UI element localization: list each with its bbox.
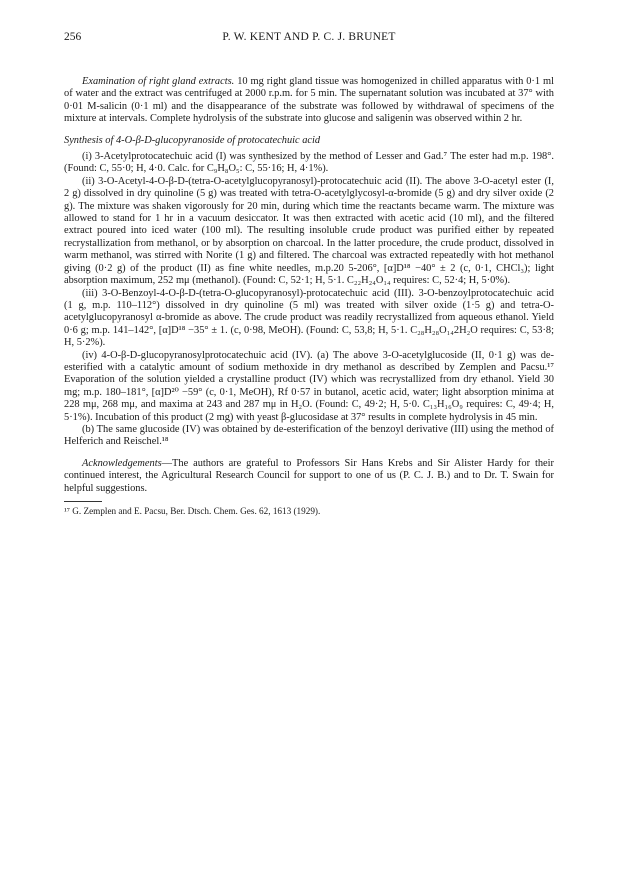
acknowledgements-text: —The authors are grateful to Professors Sir Hans Krebs and Sir Alister Hardy for their continued interest, the Agricultural Research Council for support to one of us (P. C. J. B.) and to Dr. T. Swain for helpful suggestions. [64,457,554,494]
page-header [64,31,554,47]
page-number: 256 [64,31,82,43]
paragraph-i: (i) 3-Acetylprotocatechuic acid (I) was synthesized by the method of Lesser and Gad.⁷ The ester had m.p. 198°. (Found: C, 55·0; H, 4·0. Calc. for C₉H₈O₅: C, 55·16; H, 4·1%). [64,151,554,175]
footnote-rule [64,501,102,502]
right-gland-heading: Examination of right gland extracts. [82,76,235,87]
right-gland-text: 10 mg right gland tissue was homogenized in chilled apparatus with 0·1 ml of water and the extract was centrifuged at 2000 r.p.m. for 5 min. The supernatant solution was incubated at 37° with 0·01 M-salicin (0·1 ml) and the disappearance of the substrate was followed by withdrawal of specimens of the mixture at intervals. Complete hydrolysis of the substrate into glucose and saligenin was observed within 2 hr. [64,76,554,125]
paragraph-iii: (iii) 3-O-Benzoyl-4-O-β-D-(tetra-O-glucopyranosyl)-protocatechuic acid (III). 3-O-benzoylprotocatechuic acid (1 g, m.p. 110–112°) dissolved in dry quinoline (5 ml) was treated with silver oxide (1·5 g) and tetra-O-acetylglucopyranosyl α-bromide as above. The crude product was readily recrystallized from aqueous ethanol. Yield 0·6 g; m.p. 141–142°, [α]D¹⁸ −35° ± 1. (c, 0·98, MeOH). (Found: C, 53,8; H, 5·1. C₂₈H₂₈O₁₄2H₂O requires: C, 53·8; H, 5·2%). [64,287,554,349]
synthesis-section-title: Synthesis of 4-O-β-D-glucopyranoside of protocatechuic acid [64,134,321,146]
paragraph-ii: (ii) 3-O-Acetyl-4-O-β-D-(tetra-O-acetylglucopyranosyl)-protocatechuic acid (II). The above 3-O-acetyl ester (I, 2 g) dissolved in dry quinoline (5 g) was treated with tetra-O-acetylglycosyl-α-bromide (5 g) and dry silver oxide (2 g). The mixture was shaken vigorously for 20 min, during which time the reactants became warm. The mixture was allowed to stand for 1 hr in a vacuum desiccator. It was then extracted with acetic acid (10 ml), and the filtered extract poured into iced water (100 ml). The resulting insoluble crude product was purified either by repeated recrystallization from methanol, or by absorption on charcoal. In the latter procedure, the crude product, dissolved in warm methanol, was stirred with Norite (1 g) and filtered. The charcoal was extracted repeatedly with hot methanol giving (0·2 g) of the product (II) as fine white needles, m.p.20 5-206°, [α]D¹⁸ −40° ± 2 (c, 0·1, CHCl₃); light absorption maximum, 252 mμ (methanol). (Found: C, 52·1; H, 5·1. C₂₂H₂₄O₁₄ requires: C, 52·4; H, 5·0%). [64,175,554,287]
acknowledgements-heading: Acknowledgements [82,457,162,469]
paragraph-iv: (iv) 4-O-β-D-glucopyranosylprotocatechuic acid (IV). (a) The above 3-O-acetylglucoside (II, 0·1 g) was de-esterified with a catalytic amount of sodium methoxide in dry methanol as described by Zemplen and Pacsu.¹⁷ Evaporation of the solution yielded a crystalline product (IV) which was recrystallized from dry ethanol. Yield 30 mg; m.p. 180–181°, [α]D²⁰ −59° (c, 0·1, MeOH), Rf 0·57 in butanol, acetic acid, water; light absorption minima at 228 mμ, 268 mμ, and maxima at 243 and 287 mμ in H₂O. (Found: C, 49·2; H, 5·0. C₁₃H₁₆O₉ requires: C, 49·4; H, 5·1%). Incubation of this product (2 mg) with yeast β-glucosidase at 37° results in complete hydrolysis in 45 min. [64,349,554,423]
right-gland-paragraph [64,76,554,126]
footnote: ¹⁷ G. Zemplen and E. Pacsu, Ber. Dtsch. Chem. Ges. 62, 1613 (1929). [64,506,321,516]
page-body [64,76,554,517]
running-head: P. W. KENT AND P. C. J. BRUNET [222,31,396,43]
acknowledgements-paragraph [64,458,554,495]
paragraph-b: (b) The same glucoside (IV) was obtained by de-esterification of the benzoyl derivative (III) using the method of Helferich and Reischel.¹⁸ [64,423,554,448]
